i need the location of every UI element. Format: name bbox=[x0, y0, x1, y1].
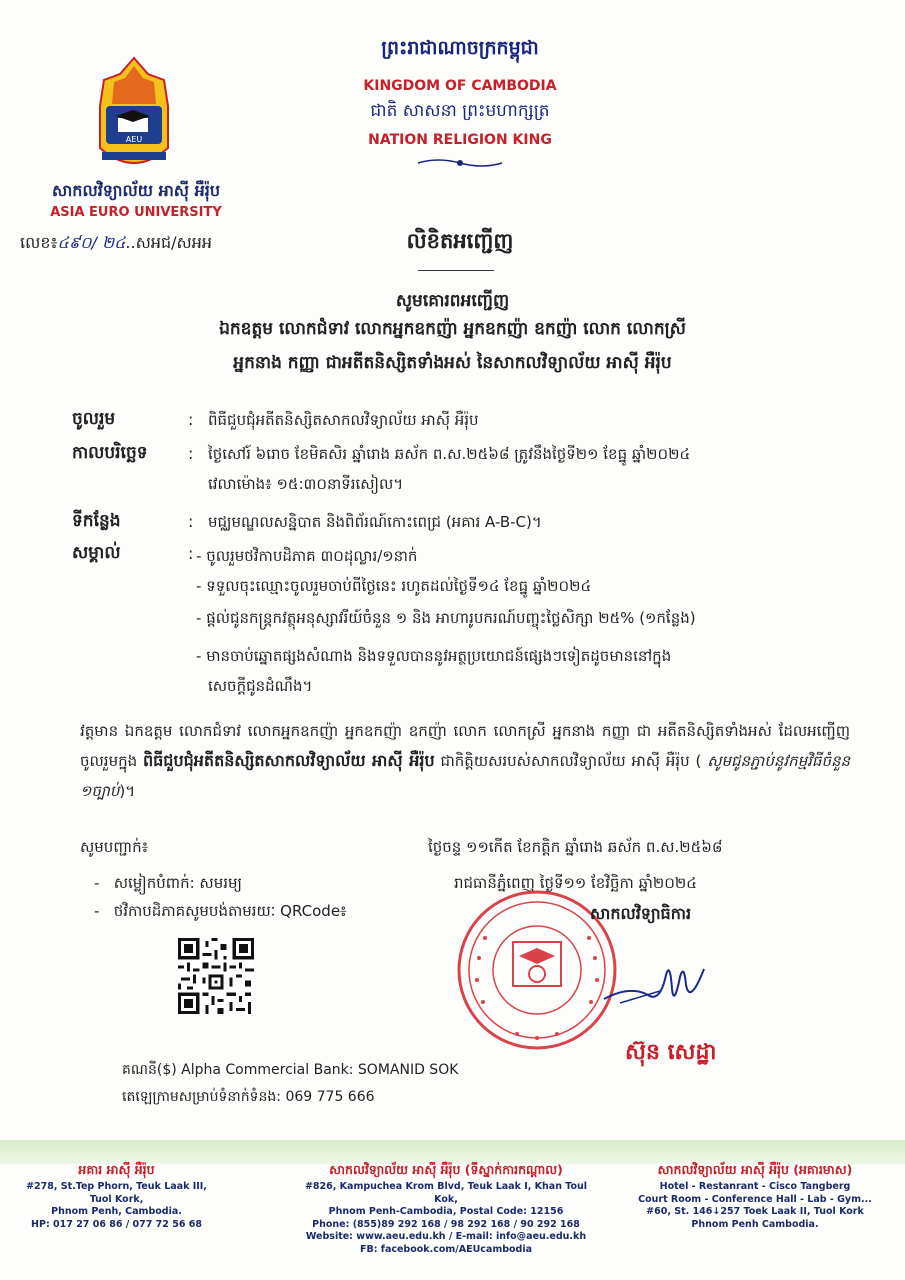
body-paragraph bbox=[80, 716, 850, 806]
rector-name: ស៊ុន សេដ្ឋា bbox=[625, 1040, 717, 1065]
body-text: )។ bbox=[119, 782, 136, 800]
contact-phone: តេឡេក្រាមសម្រាប់ទំនាក់ទំនង: 069 775 666 bbox=[122, 1089, 375, 1105]
footer-line[interactable]: Website: www.aeu.edu.kh / E-mail: info@aeu.edu.kh bbox=[305, 1231, 587, 1243]
footer-line: Hotel - Restanrant - Cisco Tangberg bbox=[659, 1181, 851, 1192]
ref-suffix: ..សអជ/សអអ bbox=[125, 233, 213, 252]
university-name-en: ASIA EURO UNIVERSITY bbox=[50, 205, 222, 220]
motto-kh: ជាតិ សាសនា ព្រះមហាក្សត្រ bbox=[370, 101, 550, 121]
note-continuation: សេចក្ដីជូនដំណឹង។ bbox=[208, 677, 313, 695]
place-value: មជ្ឈមណ្ឌលសន្និបាត និងពិព័រណ៍កោះពេជ្រ (អគារ A-B-C)។ bbox=[208, 513, 542, 531]
time-label: កាលបរិច្ឆេទ bbox=[72, 443, 148, 463]
footer-line: Phnom Penh Cambodia. bbox=[691, 1218, 819, 1230]
date-solar: រាជធានីភ្នំពេញ ថ្ងៃទី១១ ខែវិច្ឆិកា ឆ្នាំ២០២៤ bbox=[454, 874, 697, 892]
rector-title: សាកលវិទ្យាធិការ bbox=[590, 904, 692, 923]
invite-line-3: អ្នកនាង កញ្ញា ជាអតីតនិស្សិតទាំងអស់ នៃសាកលវិទ្យាល័យ អាស៊ី អឺរ៉ុប bbox=[233, 353, 672, 373]
footer-line: #826, Kampuchea Krom Blvd, Teuk Laak I, Khan Toul Kok, bbox=[304, 1181, 588, 1205]
colon: : bbox=[188, 512, 194, 531]
time-value-2: វេលាម៉ោង៖ ១៥:៣០នាទីរសៀល។ bbox=[208, 475, 404, 493]
payment-text: ថវិកាបដិភាគសូមបង់តាមរយៈ QRCode៖ bbox=[113, 902, 347, 920]
note-item: - មានចាប់ឆ្នោតផ្សងសំណាង និងទទួលបាននូវអត្ថប្រយោជន៍ផ្សេងៗទៀតដូចមាននៅក្នុង bbox=[196, 647, 672, 665]
qr-code[interactable] bbox=[178, 938, 254, 1014]
dress-code: - សម្លៀកបំពាក់: សមរម្យ bbox=[94, 874, 242, 892]
footer-line: Court Room - Conference Hall - Lab - Gym... bbox=[638, 1193, 872, 1205]
document-title: លិខិតអញ្ជើញ bbox=[406, 229, 514, 253]
body-text: វត្តមាន ឯកឧត្តម លោកជំទាវ លោកអ្នកឧកញ៉ា អ្នកឧកញ៉ា ឧកញ៉ា លោក លោកស្រី អ្នកនាង កញ្ញា ជា អតីតនិស្សិតទាំងអស់ ដែលអញ្ជើញចូលរួមក្នុង bbox=[80, 722, 850, 770]
note-text: មានចាប់ឆ្នោតផ្សងសំណាង និងទទួលបាននូវអត្ថប្រយោជន៍ផ្សេងៗទៀតដូចមាននៅក្នុង bbox=[206, 647, 672, 665]
closing-label: សូមបញ្ជាក់៖ bbox=[80, 838, 149, 856]
date-lunar: ថ្ងៃចន្ទ ១១កើត ខែកត្តិក ឆ្នាំរោង ឆស័ក ព.ស.២៥៦៨ bbox=[428, 838, 723, 856]
ref-handwritten: ៤៩០/ ២៤ bbox=[57, 233, 126, 252]
footer-line: Phone: (855)89 292 168 / 98 292 168 / 90 292 168 bbox=[312, 1218, 580, 1230]
note-text: ផ្ដល់ជូនកន្ត្រកវត្ថុអនុស្សាវរីយ៍ចំនួន ១ និង អាហារូបករណ៍បញ្ចុះថ្លៃសិក្សា ២៥% (១កន្លែង) bbox=[206, 609, 696, 627]
footer-col1-title: អគារ អាស៊ី អឺរ៉ុប bbox=[78, 1162, 155, 1177]
ornament-divider bbox=[416, 156, 504, 170]
aeu-logo bbox=[88, 56, 180, 178]
event-name: ពិធីជួបជុំអតីតនិស្សិតសាកលវិទ្យាល័យ អាស៊ី អឺរ៉ុប bbox=[142, 751, 435, 770]
attachment-note: សូមជូនភ្ជាប់នូវកម្មវិធីចំនួន ១ច្បាប់ bbox=[80, 752, 851, 800]
colon: : bbox=[188, 544, 194, 563]
subject-value: ពិធីជួបជុំអតីតនិស្សិតសាកលវិទ្យាល័យ អាស៊ី អឺរ៉ុប bbox=[208, 411, 479, 429]
reference-number bbox=[20, 232, 212, 256]
subject-label: ចូលរួម bbox=[72, 409, 116, 429]
time-value-1: ថ្ងៃសៅរ៍ ៦រោច ខែមិគសិរ ឆ្នាំរោង ឆស័ក ព.ស.២៥៦៨ ត្រូវនឹងថ្ងៃទី២១ ខែធ្នូ ឆ្នាំ២០២៤ bbox=[208, 445, 691, 463]
title-underline bbox=[418, 270, 494, 271]
footer-col3-title: សាកលវិទ្យាល័យ អាស៊ី អឺរ៉ុប (អគារមាស) bbox=[657, 1162, 853, 1177]
kingdom-title-kh: ព្រះរាជាណាចក្រកម្ពុជា bbox=[381, 37, 539, 59]
note-text: ចូលរួមថវិកាបដិភាគ ៣០ដុល្លារ/១នាក់ bbox=[206, 547, 418, 565]
invite-line-1: សូមគោរពអញ្ជើញ bbox=[395, 291, 510, 311]
motto-en: NATION RELIGION KING bbox=[368, 132, 552, 148]
colon: : bbox=[188, 444, 194, 463]
footer-column-headquarters bbox=[296, 1162, 596, 1257]
footer-line: #60, St. 146↓257 Toek Laak II, Tuol Kork bbox=[646, 1206, 864, 1218]
payment-note: - ថវិកាបដិភាគសូមបង់តាមរយៈ QRCode៖ bbox=[94, 902, 347, 920]
handwritten-signature bbox=[600, 955, 710, 1015]
invite-line-2: ឯកឧត្តម លោកជំទាវ លោកអ្នកឧកញ៉ា អ្នកឧកញ៉ា ឧកញ៉ា លោក លោកស្រី bbox=[219, 319, 686, 339]
footer-line: #278, St.Tep Phorn, Teuk Laak III, Tuol Kork, bbox=[26, 1181, 207, 1205]
ref-prefix: លេខ៖ bbox=[20, 233, 58, 252]
note-text: ទទួលចុះឈ្មោះចូលរួមចាប់ពីថ្ងៃនេះ រហូតដល់ថ្ងៃទី១៤ ខែធ្នូ ឆ្នាំ២០២៤ bbox=[206, 577, 592, 595]
body-text: ជាកិត្តិយសរបស់សាកលវិទ្យាល័យ អាស៊ី អឺរ៉ុប ( bbox=[434, 752, 708, 770]
kingdom-title-en: KINGDOM OF CAMBODIA bbox=[363, 78, 557, 94]
footer-column-asia-euro-building bbox=[14, 1162, 219, 1231]
footer-line: Phnom Penh, Cambodia. bbox=[51, 1206, 182, 1218]
bank-account: គណនី($) Alpha Commercial Bank: SOMANID SOK bbox=[122, 1062, 459, 1078]
note-item: - ចូលរួមថវិកាបដិភាគ ៣០ដុល្លារ/១នាក់ bbox=[196, 547, 418, 565]
notes-label: សម្គាល់ bbox=[72, 543, 121, 563]
dress-text: សម្លៀកបំពាក់: សមរម្យ bbox=[113, 874, 242, 892]
note-item: - ទទួលចុះឈ្មោះចូលរួមចាប់ពីថ្ងៃនេះ រហូតដល់ថ្ងៃទី១៤ ខែធ្នូ ឆ្នាំ២០២៤ bbox=[196, 577, 592, 595]
footer-line: Phnom Penh-Cambodia, Postal Code: 12156 bbox=[328, 1206, 564, 1218]
university-name-kh: សាកលវិទ្យាល័យ អាស៊ី អឺរ៉ុប bbox=[51, 181, 220, 200]
footer-line: HP: 017 27 06 86 / 077 72 56 68 bbox=[31, 1218, 202, 1230]
footer-line[interactable]: FB: facebook.com/AEUcambodia bbox=[359, 1243, 533, 1255]
note-item: - ផ្ដល់ជូនកន្ត្រកវត្ថុអនុស្សាវរីយ៍ចំនួន ១ និង អាហារូបករណ៍បញ្ចុះថ្លៃសិក្សា ២៥% (១កន្លែង) bbox=[196, 609, 696, 627]
place-label: ទីកន្លែង bbox=[72, 511, 121, 531]
logo-text: AEU bbox=[125, 135, 143, 144]
colon: : bbox=[188, 410, 194, 429]
footer-band bbox=[0, 1140, 905, 1164]
footer-col2-title: សាកលវិទ្យាល័យ អាស៊ី អឺរ៉ុប (ទីស្នាក់ការកណ្ដាល) bbox=[329, 1162, 563, 1177]
footer-column-gold-building bbox=[620, 1162, 890, 1231]
